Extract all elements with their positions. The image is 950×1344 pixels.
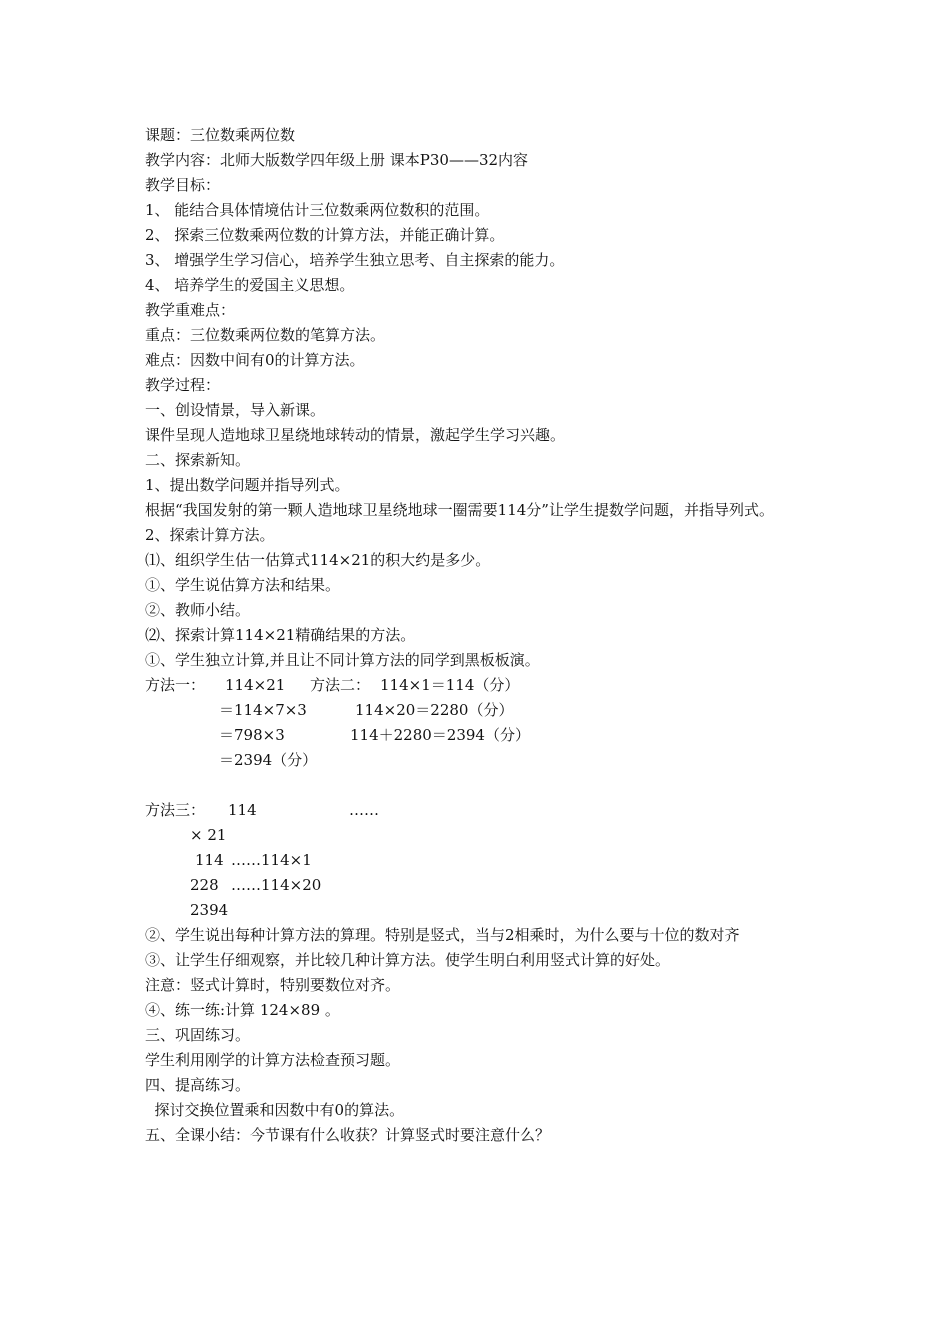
method-2-step-2: 114×20＝2280（分） bbox=[355, 701, 514, 719]
substep-2-a: ①、学生独立计算,并且让不同计算方法的同学到黑板板演。 bbox=[145, 651, 540, 669]
substep-2: ⑵、探索计算114×21精确结果的方法。 bbox=[145, 626, 416, 644]
method-2-step-1: 114×1＝114（分） bbox=[380, 676, 520, 694]
spacer bbox=[145, 773, 825, 798]
method-3-row-5 bbox=[145, 898, 825, 923]
objective-1: 1、 能结合具体情境估计三位数乘两位数积的范围。 bbox=[145, 201, 490, 219]
method-3-partial-1-note: ……114×1 bbox=[231, 851, 312, 869]
method-3-row-4 bbox=[145, 873, 825, 898]
methods-row-2 bbox=[145, 698, 825, 723]
substep-1: ⑴、组织学生估一估算式114×21的积大约是多少。 bbox=[145, 551, 491, 569]
method-3-partial-2: 228 bbox=[190, 876, 219, 894]
method-1-label: 方法一： bbox=[145, 676, 206, 694]
method-1-step-3: ＝2394（分） bbox=[219, 751, 318, 769]
lesson-plan bbox=[145, 123, 825, 1148]
substep-2-b: ②、学生说出每种计算方法的算理。特别是竖式，当与2相乘时，为什么要与十位的数对齐 bbox=[145, 926, 740, 944]
lesson-title: 课题：三位数乘两位数 bbox=[145, 126, 296, 144]
methods-row-1 bbox=[145, 673, 825, 698]
objectives-heading: 教学目标： bbox=[145, 176, 221, 194]
methods-row-4 bbox=[145, 748, 825, 773]
methods-row-3 bbox=[145, 723, 825, 748]
method-2-step-3: 114＋2280＝2394（分） bbox=[350, 726, 530, 744]
step-1-text: 根据“我国发射的第一颗人造地球卫星绕地球一圈需要114分”让学生提数学问题，并指导列式。 bbox=[145, 501, 774, 519]
section-4-heading: 四、提高练习。 bbox=[145, 1076, 251, 1094]
key-point: 重点：三位数乘两位数的笔算方法。 bbox=[145, 326, 386, 344]
method-3-row-1 bbox=[145, 798, 825, 823]
objective-2: 2、 探索三位数乘两位数的计算方法，并能正确计算。 bbox=[145, 226, 505, 244]
teaching-content: 教学内容：北师大版数学四年级上册 课本P30——32内容 bbox=[145, 151, 529, 169]
method-3-result: 2394 bbox=[190, 901, 229, 919]
process-heading: 教学过程： bbox=[145, 376, 221, 394]
substep-1-a: ①、学生说估算方法和结果。 bbox=[145, 576, 341, 594]
section-5-summary: 五、全课小结：今节课有什么收获？计算竖式时要注意什么？ bbox=[145, 1126, 551, 1144]
section-4-text: 探讨交换位置乘和因数中有0的算法。 bbox=[145, 1101, 405, 1119]
method-3-partial-1: 114 bbox=[195, 851, 224, 869]
section-1-text: 课件呈现人造地球卫星绕地球转动的情景，激起学生学习兴趣。 bbox=[145, 426, 566, 444]
note: 注意：竖式计算时，特别要数位对齐。 bbox=[145, 976, 401, 994]
step-2-heading: 2、探索计算方法。 bbox=[145, 526, 275, 544]
substep-2-d: ④、练一练:计算 124×89 。 bbox=[145, 1001, 340, 1019]
key-points-heading: 教学重难点： bbox=[145, 301, 236, 319]
section-3-heading: 三、巩固练习。 bbox=[145, 1026, 251, 1044]
substep-2-c: ③、让学生仔细观察，并比较几种计算方法。使学生明白利用竖式计算的好处。 bbox=[145, 951, 671, 969]
section-1-heading: 一、创设情景，导入新课。 bbox=[145, 401, 326, 419]
method-3-row-3 bbox=[145, 848, 825, 873]
method-2-label: 方法二： bbox=[310, 676, 371, 694]
method-3-multiplier: × 21 bbox=[190, 826, 227, 844]
section-3-text: 学生利用刚学的计算方法检查预习题。 bbox=[145, 1051, 401, 1069]
method-3-dots: …… bbox=[349, 801, 379, 819]
section-2-heading: 二、探索新知。 bbox=[145, 451, 251, 469]
objective-3: 3、 增强学生学习信心，培养学生独立思考、自主探索的能力。 bbox=[145, 251, 565, 269]
method-1-expression: 114×21 bbox=[225, 676, 286, 694]
method-3-partial-2-note: ……114×20 bbox=[231, 876, 322, 894]
method-3-multiplicand: 114 bbox=[228, 801, 257, 819]
objective-4: 4、 培养学生的爱国主义思想。 bbox=[145, 276, 355, 294]
method-1-step-1: ＝114×7×3 bbox=[219, 701, 307, 719]
substep-1-b: ②、教师小结。 bbox=[145, 601, 251, 619]
method-3-row-2 bbox=[145, 823, 825, 848]
difficult-point: 难点：因数中间有0的计算方法。 bbox=[145, 351, 365, 369]
method-3-label: 方法三： bbox=[145, 801, 206, 819]
step-1-heading: 1、提出数学问题并指导列式。 bbox=[145, 476, 350, 494]
method-1-step-2: ＝798×3 bbox=[219, 726, 285, 744]
